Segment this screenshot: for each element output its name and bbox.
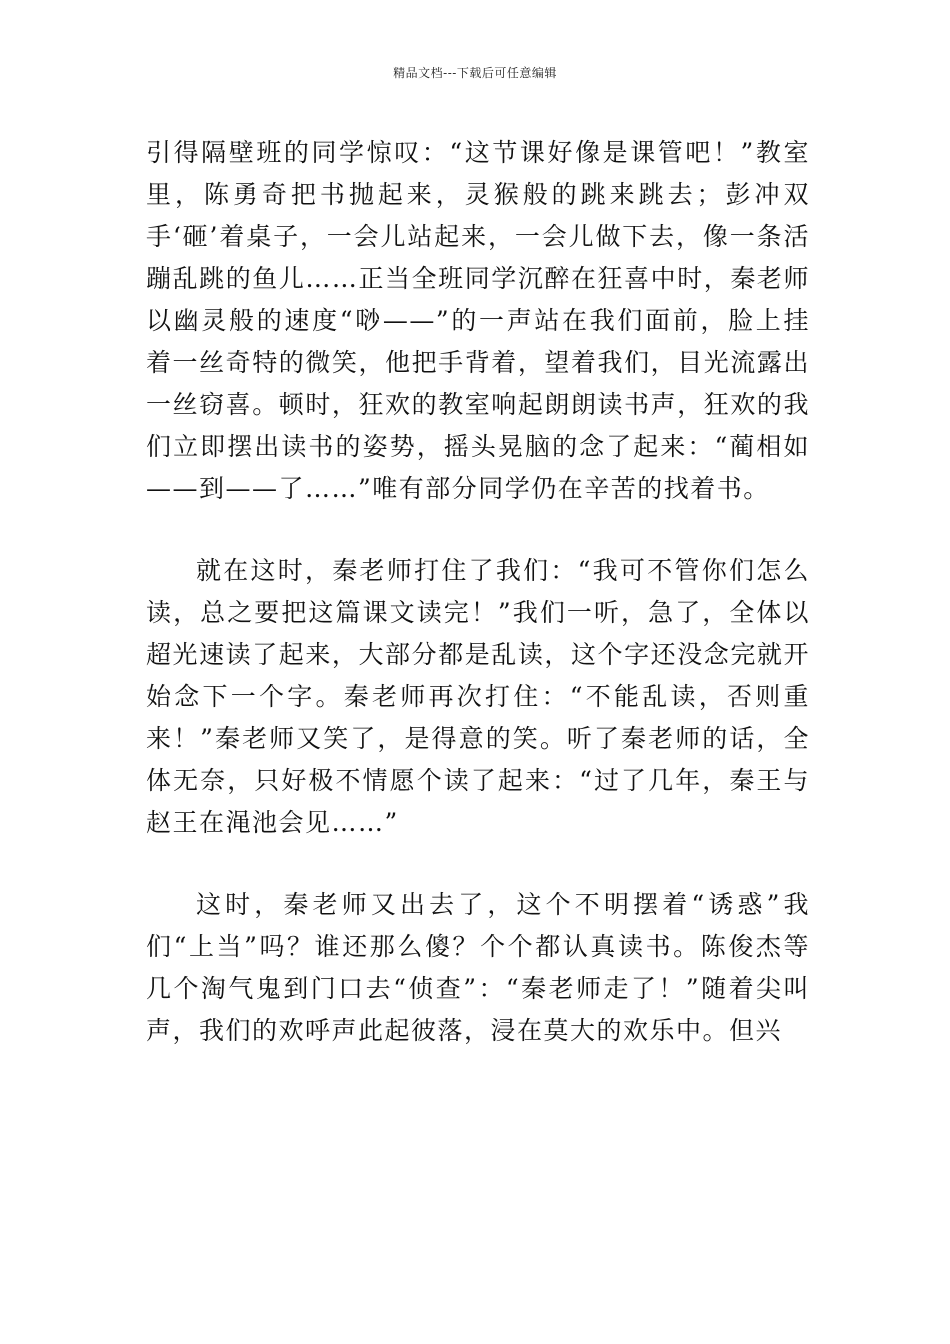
page-header: 精品文档---下载后可任意编辑 xyxy=(393,66,557,80)
paragraph-3: 这时，秦老师又出去了，这个不明摆着“诱惑”我们“上当”吗？谁还那么傻？个个都认真读书。陈俊杰等几个淘气鬼到门口去“侦查”：“秦老师走了！”随着尖叫声，我们的欢呼声此起彼落，浸在莫大的欢乐中。但兴 xyxy=(146,890,810,1045)
paragraph-2: 就在这时，秦老师打住了我们：“我可不管你们怎么读，总之要把这篇课文读完！”我们一听，急了，全体以超光速读了起来，大部分都是乱读，这个字还没念完就开始念下一个字。秦老师再次打住：“不能乱读，否则重来！”秦老师又笑了，是得意的笑。听了秦老师的话，全体无奈，只好极不情愿个读了起来：“过了几年，秦王与赵王在渑池会见……” xyxy=(146,556,810,837)
paragraph-1: 引得隔壁班的同学惊叹：“这节课好像是课管吧！”教室里，陈勇奇把书抛起来，灵猴般的跳来跳去；彭冲双手‘砸’着桌子，一会儿站起来，一会儿做下去，像一条活蹦乱跳的鱼儿……正当全班同学沉醉在狂喜中时，秦老师以幽灵般的速度“唦——”的一声站在我们面前，脸上挂着一丝奇特的微笑，他把手背着，望着我们，目光流露出一丝窃喜。顿时，狂欢的教室响起朗朗读书声，狂欢的我们立即摆出读书的姿势，摇头晃脑的念了起来：“蔺相如——到——了……”唯有部分同学仍在辛苦的找着书。 xyxy=(146,138,810,503)
document-body xyxy=(146,132,810,1052)
